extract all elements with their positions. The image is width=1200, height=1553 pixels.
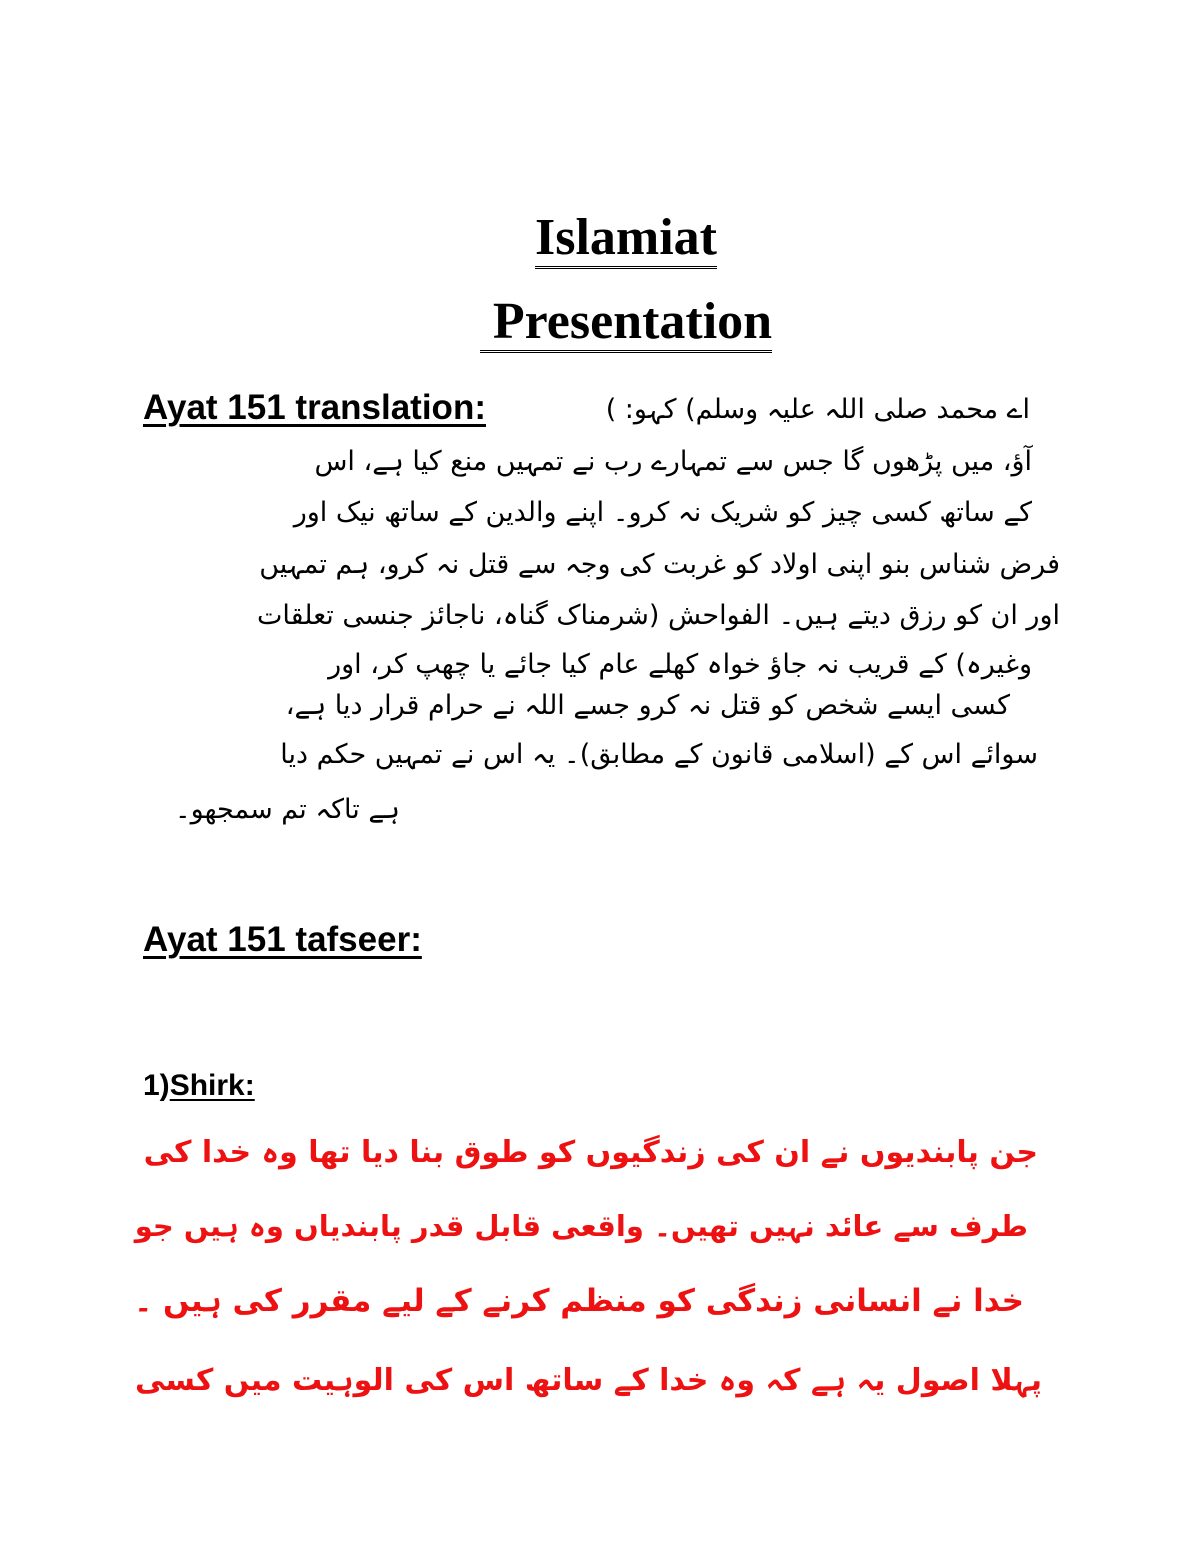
shirk-subheading [143,1066,255,1106]
shirk-label: Shirk: [169,1069,255,1102]
translation-line: آؤ، میں پڑھوں گا جس سے تمہارے رب نے تمہیں منع کیا ہے، اس [314,446,1032,477]
translation-line: کسی ایسے شخص کو قتل نہ کرو جسے اللہ نے حرام قرار دیا ہے، [285,690,1010,721]
translation-line: اے محمد صلی اللہ علیہ وسلم) کہو: ) [605,394,1030,425]
shirk-paragraph-line: طرف سے عائد نہیں تھیں۔ واقعی قابل قدر پابندیاں وہ ہیں جو [134,1209,1028,1243]
translation-line: کے ساتھ کسی چیز کو شریک نہ کرو۔ اپنے والدین کے ساتھ نیک اور [293,497,1032,528]
title-line-1: Islamiat [535,210,717,269]
title-line-2: Presentation [480,294,772,353]
translation-line: ہے تاکہ تم سمجھو۔ [174,794,400,825]
shirk-number: 1) [143,1069,170,1102]
translation-heading: Ayat 151 translation: [143,388,486,427]
translation-line: فرض شناس بنو اپنی اولاد کو غربت کی وجہ سے قتل نہ کرو، ہم تمہیں [259,549,1060,580]
tafseer-heading: Ayat 151 tafseer: [143,920,422,959]
translation-line: اور ان کو رزق دیتے ہیں۔ الفواحش (شرمناک گناہ، ناجائز جنسی تعلقات [256,600,1060,631]
shirk-paragraph-line: پہلا اصول یہ ہے کہ وہ خدا کے ساتھ اس کی الوہیت میں کسی [134,1363,1042,1398]
translation-line: وغیرہ) کے قریب نہ جاؤ خواہ کھلے عام کیا جائے یا چھپ کر، اور [328,649,1032,680]
translation-line: سوائے اس کے (اسلامی قانون کے مطابق)۔ یہ اس نے تمہیں حکم دیا [280,739,1038,770]
shirk-paragraph-line: جن پابندیوں نے ان کی زندگیوں کو طوق بنا دیا تھا وہ خدا کی [143,1135,1038,1170]
shirk-paragraph-line: خدا نے انسانی زندگی کو منظم کرنے کے لیے مقرر کی ہیں ۔ [134,1283,1024,1319]
